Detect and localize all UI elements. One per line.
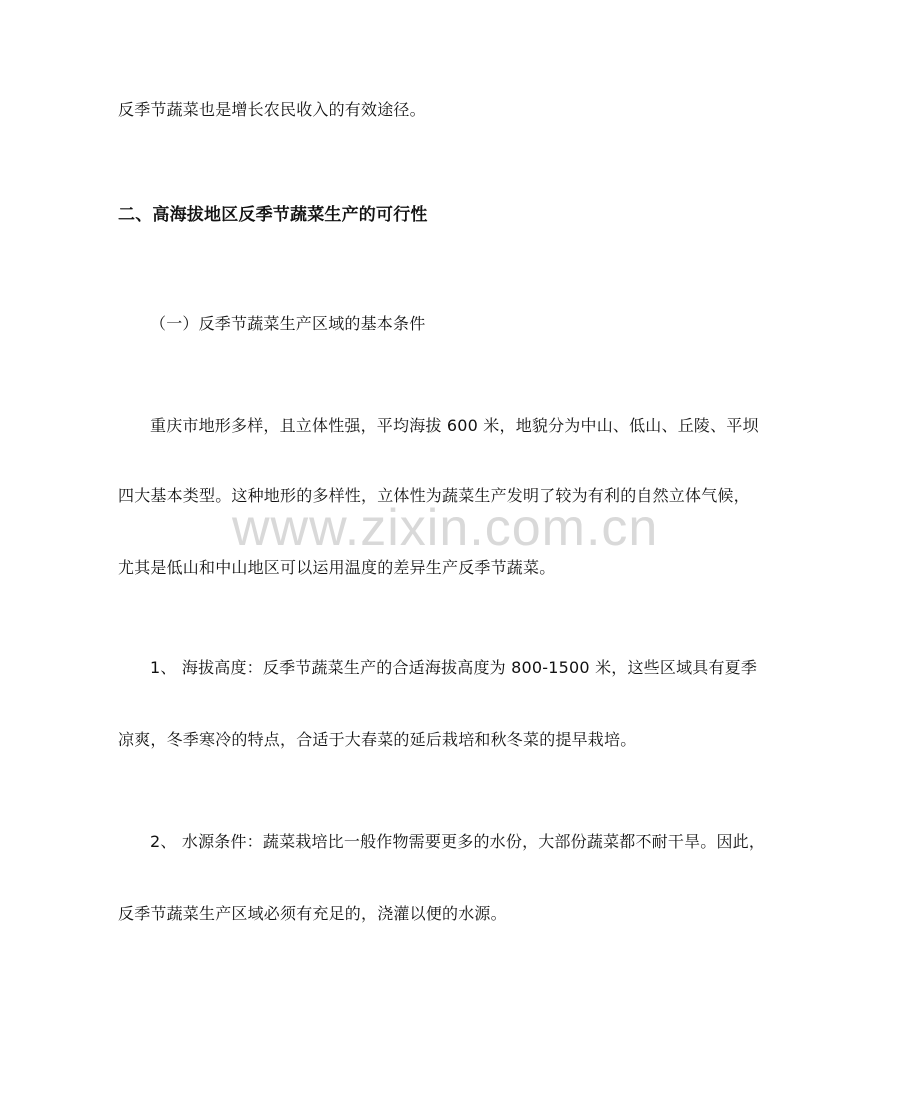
subheading: （一）反季节蔬菜生产区域的基本条件 <box>150 314 426 333</box>
watermark: www.zixin.com.cn <box>232 499 659 557</box>
list-item-line: 反季节蔬菜生产区域必须有充足的，浇灌以便的水源。 <box>118 904 507 923</box>
section-heading: 二、高海拔地区反季节蔬菜生产的可行性 <box>118 205 428 225</box>
list-item-line: 凉爽，冬季寒冷的特点，合适于大春菜的延后栽培和秋冬菜的提早栽培。 <box>118 730 637 749</box>
list-item-line: 2、 水源条件：蔬菜栽培比一般作物需要更多的水份，大部份蔬菜都不耐干旱。因此， <box>150 832 766 851</box>
paragraph-line: 重庆市地形多样，且立体性强，平均海拔 600 米，地貌分为中山、低山、丘陵、平坝 <box>150 416 759 435</box>
body-text-line: 反季节蔬菜也是增长农民收入的有效途径。 <box>118 100 426 119</box>
list-item-line: 1、 海拔高度：反季节蔬菜生产的合适海拔高度为 800-1500 米，这些区域具有夏季 <box>150 658 758 677</box>
paragraph-line: 四大基本类型。这种地形的多样性，立体性为蔬菜生产发明了较为有利的自然立体气候， <box>118 486 750 505</box>
paragraph-line: 尤其是低山和中山地区可以运用温度的差异生产反季节蔬菜。 <box>118 558 556 577</box>
